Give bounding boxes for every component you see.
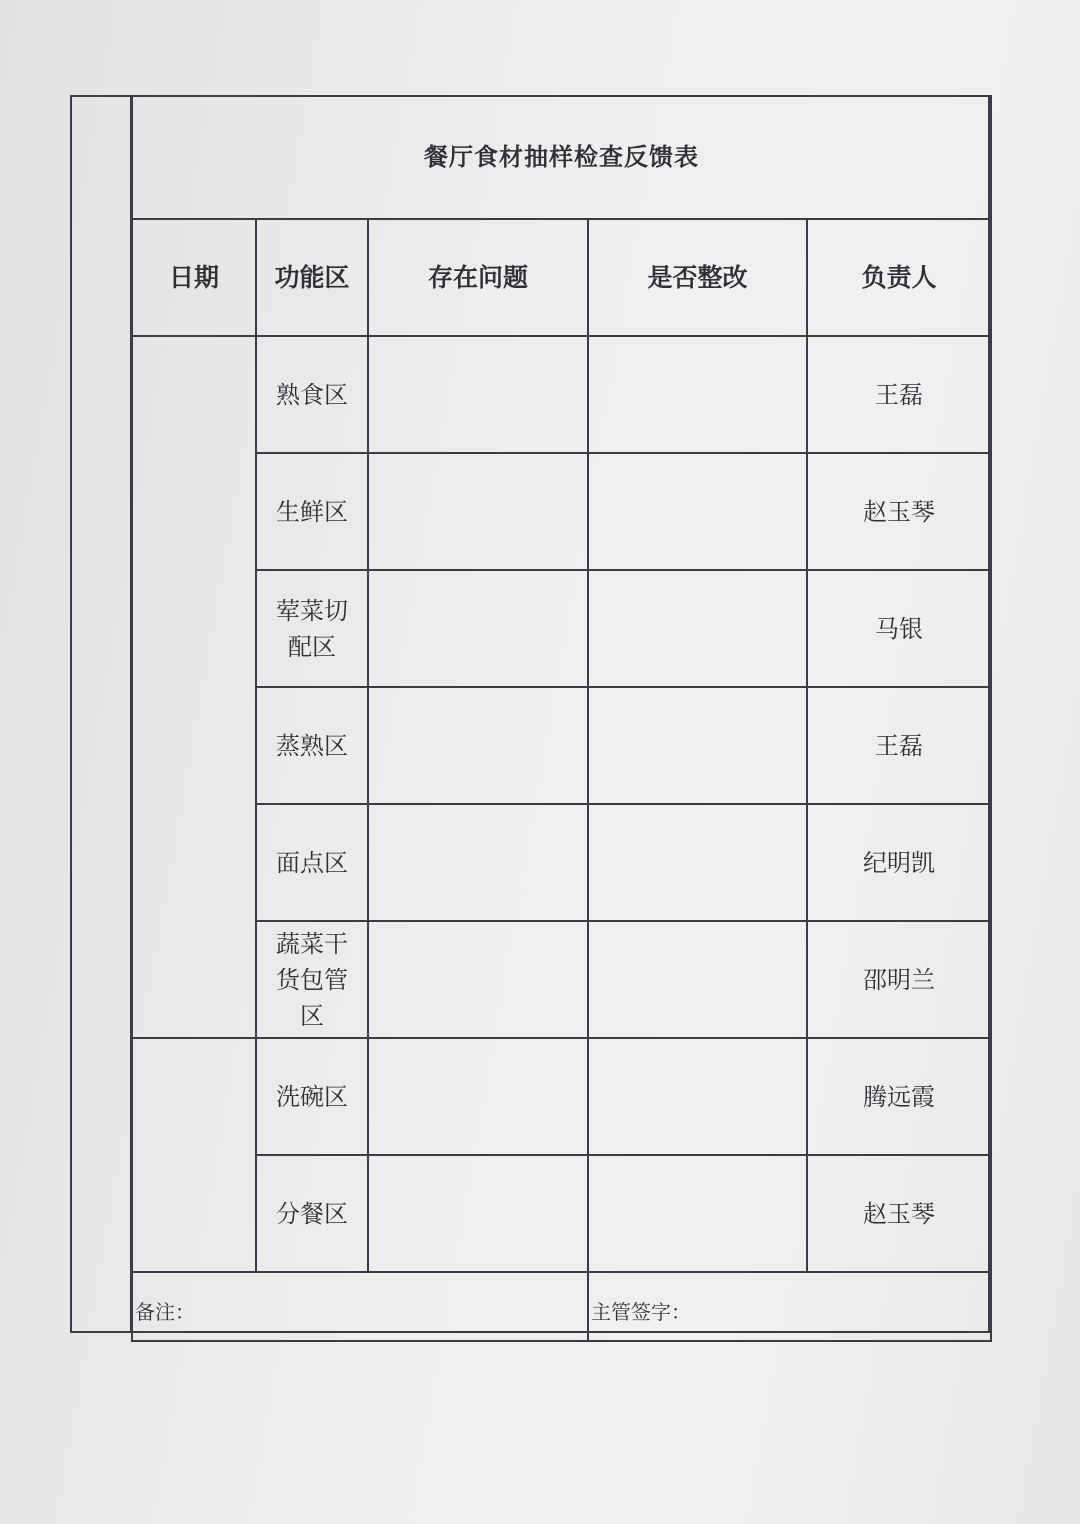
table-row <box>132 921 991 1038</box>
rectified-cell[interactable] <box>588 921 807 1038</box>
remarks-label: 备注： <box>135 1300 195 1324</box>
form-title: 餐厅食材抽样检查反馈表 <box>132 95 991 219</box>
table-row <box>132 570 991 687</box>
table-row <box>132 1038 991 1155</box>
inspection-form-table <box>131 95 992 1342</box>
problem-cell[interactable] <box>368 921 588 1038</box>
header-row <box>132 219 991 336</box>
area-cell: 荤菜切配区 <box>256 570 368 687</box>
area-cell: 洗碗区 <box>256 1038 368 1155</box>
person-cell: 邵明兰 <box>807 921 991 1038</box>
area-cell: 分餐区 <box>256 1155 368 1272</box>
date-cell-group-2[interactable] <box>132 1038 256 1272</box>
table-row <box>132 804 991 921</box>
problem-cell[interactable] <box>368 804 588 921</box>
table-row <box>132 687 991 804</box>
area-cell: 面点区 <box>256 804 368 921</box>
rectified-cell[interactable] <box>588 1155 807 1272</box>
rectified-cell[interactable] <box>588 1038 807 1155</box>
person-cell: 王磊 <box>807 687 991 804</box>
header-responsible: 负责人 <box>807 219 991 336</box>
person-cell: 王磊 <box>807 336 991 453</box>
person-cell: 纪明凯 <box>807 804 991 921</box>
table-row <box>132 1155 991 1272</box>
table-row <box>132 336 991 453</box>
problem-cell[interactable] <box>368 1155 588 1272</box>
rectified-cell[interactable] <box>588 570 807 687</box>
problem-cell[interactable] <box>368 336 588 453</box>
rectified-cell[interactable] <box>588 453 807 570</box>
signature-label: 主管签字： <box>591 1300 691 1324</box>
title-row <box>132 95 991 219</box>
problem-cell[interactable] <box>368 1038 588 1155</box>
problem-cell[interactable] <box>368 453 588 570</box>
person-cell: 腾远霞 <box>807 1038 991 1155</box>
area-cell: 蒸熟区 <box>256 687 368 804</box>
person-cell: 赵玉琴 <box>807 453 991 570</box>
header-problem: 存在问题 <box>368 219 588 336</box>
person-cell: 马银 <box>807 570 991 687</box>
remarks-field[interactable] <box>132 1272 588 1341</box>
date-cell-group-1[interactable] <box>132 336 256 1038</box>
person-cell: 赵玉琴 <box>807 1155 991 1272</box>
table-row <box>132 453 991 570</box>
rectified-cell[interactable] <box>588 687 807 804</box>
problem-cell[interactable] <box>368 570 588 687</box>
header-area: 功能区 <box>256 219 368 336</box>
signature-field[interactable] <box>588 1272 991 1341</box>
area-cell: 熟食区 <box>256 336 368 453</box>
header-rectified: 是否整改 <box>588 219 807 336</box>
footer-row <box>132 1272 991 1341</box>
rectified-cell[interactable] <box>588 336 807 453</box>
problem-cell[interactable] <box>368 687 588 804</box>
area-cell: 生鲜区 <box>256 453 368 570</box>
rectified-cell[interactable] <box>588 804 807 921</box>
area-cell: 蔬菜干货包管区 <box>256 921 368 1038</box>
header-date: 日期 <box>132 219 256 336</box>
